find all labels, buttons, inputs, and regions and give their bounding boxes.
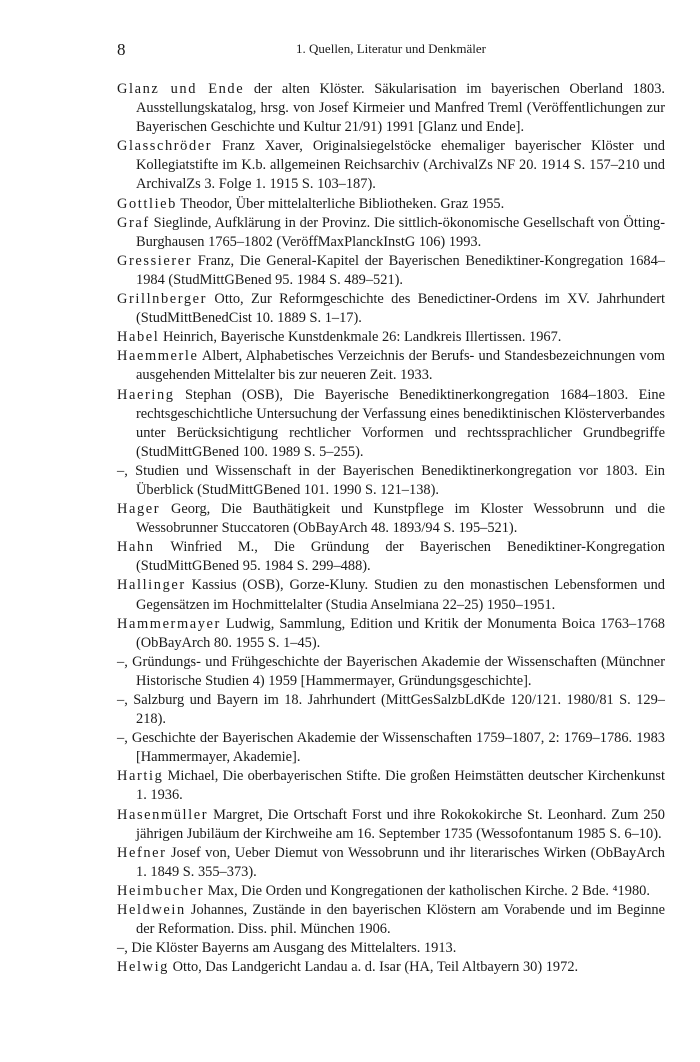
entry-text: Max, Die Orden und Kongregationen der katholischen Kirche. 2 Bde. ⁴1980. [204,882,650,899]
entry-author: Haering [117,386,175,403]
entry-author: Gottlieb [117,195,177,212]
page-header [117,40,665,60]
bibliography-entry [117,462,665,500]
entry-text: Franz, Die General-Kapitel der Bayerischen Benediktiner-Kongregation 1684–1984 (StudMittGBened 95. 1984 S. 489–521). [136,252,665,288]
bibliography-entry [117,290,665,328]
bibliography-list [117,80,665,977]
entry-author: Hager [117,501,161,518]
entry-author: Hefner [117,844,167,861]
entry-text: Sieglinde, Aufklärung in der Provinz. Die sittlich-ökonomische Gesellschaft von Ötting-Burghausen 1765–1802 (VeröffMaxPlanckInstG 106) 1993. [136,214,665,250]
entry-text: Kassius (OSB), Gorze-Kluny. Studien zu den monastischen Lebensformen und Gegensätzen im Hochmittelalter (Studia Anselmiana 22–25) 1950–1951. [136,577,665,613]
entry-author: Haemmerle [117,348,199,365]
entry-author: – [117,653,125,670]
bibliography-entry [117,214,665,252]
entry-text: , Gründungs- und Frühgeschichte der Bayerischen Akademie der Wissenschaften (Münchner Historische Studien 4) 1959 [Hammermayer, Gründungsgeschichte]. [124,653,665,689]
bibliography-entry [117,939,665,958]
bibliography-entry [117,252,665,290]
entry-author: Hasenmüller [117,806,209,823]
bibliography-entry [117,347,665,385]
entry-text: der alten Klöster. Säkularisation im bayerischen Oberland 1803. Ausstellungskatalog, hrsg. von Josef Kirmeier und Manfred Treml (Veröffentlichungen zur Bayerischen Geschichte und Kultur 21/91) 1991 [Glanz und Ende]. [136,81,665,136]
entry-text: Margret, Die Ortschaft Forst und ihre Rokokokirche St. Leonhard. Zum 250 jährigen Jubiläum der Kirchweihe am 16. September 1735 (Wessofontanum 1985 S. 6–10). [136,806,665,842]
entry-text: Heinrich, Bayerische Kunstdenkmale 26: Landkreis Illertissen. 1967. [159,329,562,346]
entry-author: Gressierer [117,252,193,269]
entry-text: , Salzburg und Bayern im 18. Jahrhundert (MittGesSalzbLdKde 120/121. 1980/81 S. 129–218). [124,692,665,728]
entry-author: Habel [117,329,160,346]
entry-text: Ludwig, Sammlung, Edition und Kritik der Monumenta Boica 1763–1768 (ObBayArch 80. 1955 S. 1–45). [136,615,665,651]
bibliography-entry [117,958,665,977]
bibliography-entry [117,137,665,194]
entry-text: Stephan (OSB), Die Bayerische Benediktinerkongregation 1684–1803. Eine rechtsgeschichtliche Untersuchung der Verfassung eines benediktinischen Klösterverbandes unter Berücksichtigung rechtlicher Vorformen und rechtssprachlicher Grundbegriffe (StudMittGBened 100. 1989 S. 5–255). [136,386,665,460]
bibliography-entry [117,195,665,214]
entry-author: Grillnberger [117,291,208,308]
entry-author: Graf [117,214,150,231]
entry-author: Hahn [117,539,155,556]
bibliography-entry [117,328,665,347]
entry-text: , Geschichte der Bayerischen Akademie der Wissenschaften 1759–1807, 2: 1769–1786. 1983 [Hammermayer, Akademie]. [124,730,665,766]
bibliography-entry [117,691,665,729]
entry-text: Georg, Die Bauthätigkeit und Kunstpflege im Kloster Wessobrunn und die Wessobrunner Stuccatoren (ObBayArch 48. 1893/94 S. 195–521). [136,501,665,537]
entry-text: , Studien und Wissenschaft in der Bayerischen Benediktinerkongregation vor 1803. Ein Überblick (StudMittGBened 101. 1990 S. 121–138). [124,462,665,498]
bibliography-entry [117,576,665,614]
entry-text: Theodor, Über mittelalterliche Bibliotheken. Graz 1955. [176,195,505,212]
entry-author: Glasschröder [117,138,213,155]
entry-text: Johannes, Zustände in den bayerischen Klöstern am Vorabende und im Beginne der Reformation. Diss. phil. München 1906. [136,902,665,938]
bibliography-entry [117,500,665,538]
page-number: 8 [117,40,126,59]
bibliography-entry [117,653,665,691]
running-title: 1. Quellen, Literatur und Denkmäler [296,41,486,56]
entry-text: Winfried M., Die Gründung der Bayerischen Benediktiner-Kongregation (StudMittGBened 95. 1984 S. 299–488). [136,539,665,575]
bibliography-entry [117,386,665,462]
bibliography-entry [117,767,665,805]
entry-text: Michael, Die oberbayerischen Stifte. Die großen Heimstätten deutscher Kirchenkunst 1. 1936. [136,768,665,804]
entry-author: Hartig [117,768,164,785]
entry-author: – [117,940,125,957]
bibliography-entry [117,80,665,137]
bibliography-entry [117,901,665,939]
entry-author: Heldwein [117,902,186,919]
bibliography-entry [117,615,665,653]
bibliography-entry [117,538,665,576]
bibliography-entry [117,882,665,901]
entry-author: – [117,730,125,747]
entry-author: Helwig [117,959,169,976]
bibliography-entry [117,844,665,882]
entry-text: Otto, Zur Reformgeschichte des Benedictiner-Ordens im XV. Jahrhundert (StudMittBenedCist 10. 1889 S. 1–17). [136,291,665,327]
bibliography-entry [117,729,665,767]
entry-author: Glanz und Ende [117,81,245,97]
entry-text: , Die Klöster Bayerns am Ausgang des Mittelalters. 1913. [124,940,457,957]
entry-text: Josef von, Ueber Diemut von Wessobrunn und ihr literarisches Wirken (ObBayArch 1. 1849 S. 355–373). [136,844,665,880]
entry-author: – [117,462,125,479]
entry-author: Hammermayer [117,615,221,632]
entry-author: Hallinger [117,577,186,594]
entry-author: Heimbucher [117,882,205,899]
entry-text: Albert, Alphabetisches Verzeichnis der Berufs- und Standesbezeichnungen vom ausgehenden Mittelalter bis zur neueren Zeit. 1933. [136,348,665,384]
entry-text: Otto, Das Landgericht Landau a. d. Isar (HA, Teil Altbayern 30) 1972. [168,959,579,976]
entry-text: Franz Xaver, Originalsiegelstöcke ehemaliger bayerischer Klöster und Kollegiatstifte im K.b. allgemeinen Reichsarchiv (ArchivalZs NF 20. 1914 S. 157–210 und ArchivalZs 3. Folge 1. 1915 S. 103–187). [136,138,665,193]
entry-author: – [117,692,125,708]
bibliography-entry [117,806,665,844]
